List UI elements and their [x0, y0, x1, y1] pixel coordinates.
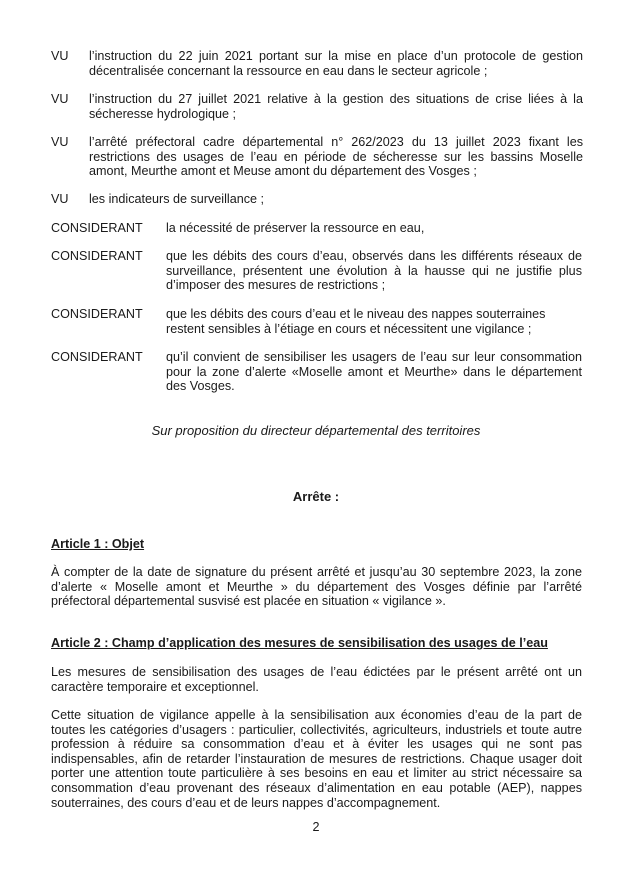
article-2-paragraph: Les mesures de sensibilisation des usages de l’eau édictées par le présent arrêté ont un caractère temporaire et exceptionnel. — [51, 665, 582, 694]
considerant-text: que les débits des cours d’eau, observés dans les différents réseaux de surveillance, présentent une évolution à la hausse qui ne justifie plus d’imposer des mesures de restrictions ; — [166, 249, 582, 293]
vu-text: l’instruction du 22 juin 2021 portant sur la mise en place d’un protocole de gestion décentralisée concernant la ressource en eau dans le secteur agricole ; — [89, 49, 583, 78]
considerant-label: CONSIDERANT — [51, 221, 143, 235]
vu-label: VU — [51, 49, 69, 63]
page-number: 2 — [312, 820, 320, 834]
proposition-line: Sur proposition du directeur départemental des territoires — [151, 423, 481, 438]
vu-text: les indicateurs de surveillance ; — [89, 192, 265, 206]
article-2-title: Article 2 : Champ d’application des mesures de sensibilisation des usages de l’eau — [51, 636, 548, 650]
vu-label: VU — [51, 92, 69, 106]
considerant-text: qu’il convient de sensibiliser les usagers de l’eau sur leur consommation pour la zone d’alerte «Moselle amont et Meurthe» dans le département des Vosges. — [166, 350, 582, 394]
arrete-heading: Arrête : — [292, 489, 340, 504]
considerant-label: CONSIDERANT — [51, 249, 143, 263]
article-1-title: Article 1 : Objet — [51, 537, 145, 551]
article-1-text: À compter de la date de signature du présent arrêté et jusqu’au 30 septembre 2023, la zone d’alerte « Moselle amont et Meurthe » du département des Vosges définie par l’arrêté préfectoral départemental susvisé est placée en situation « vigilance ». — [51, 565, 582, 609]
article-2-paragraph: Cette situation de vigilance appelle à la sensibilisation aux économies d’eau de la part de toutes les catégories d’usagers : particulier, collectivités, agriculteurs, industriels et toute autre profession à réduire sa consommation d’eau et à éviter les usages qui ne sont pas indispensables, afin de retarder l’instauration de mesures de restrictions. Chaque usager doit porter une attention toute particulière à ses besoins en eau et limiter au strict nécessaire sa consommation d’eau provenant des réseaux d’alimentation en eau potable (AEP), nappes souterraines, des cours d’eau et de leurs nappes d’accompagnement. — [51, 708, 582, 810]
vu-text: l’arrêté préfectoral cadre départemental n° 262/2023 du 13 juillet 2023 fixant les restrictions des usages de l’eau en période de sécheresse sur les bassins Moselle amont, Meurthe amont et Meuse amont du département des Vosges ; — [89, 135, 583, 179]
considerant-text: la nécessité de préserver la ressource en eau, — [166, 221, 425, 235]
considerant-label: CONSIDERANT — [51, 307, 143, 321]
vu-text: l’instruction du 27 juillet 2021 relative à la gestion des situations de crise liées à la sécheresse hydrologique ; — [89, 92, 583, 121]
considerant-label: CONSIDERANT — [51, 350, 143, 364]
vu-label: VU — [51, 135, 69, 149]
vu-label: VU — [51, 192, 69, 206]
considerant-text: que les débits des cours d’eau et le niveau des nappes souterraines restent sensibles à l’étiage en cours et nécessitent une vigilance ; — [166, 307, 546, 336]
